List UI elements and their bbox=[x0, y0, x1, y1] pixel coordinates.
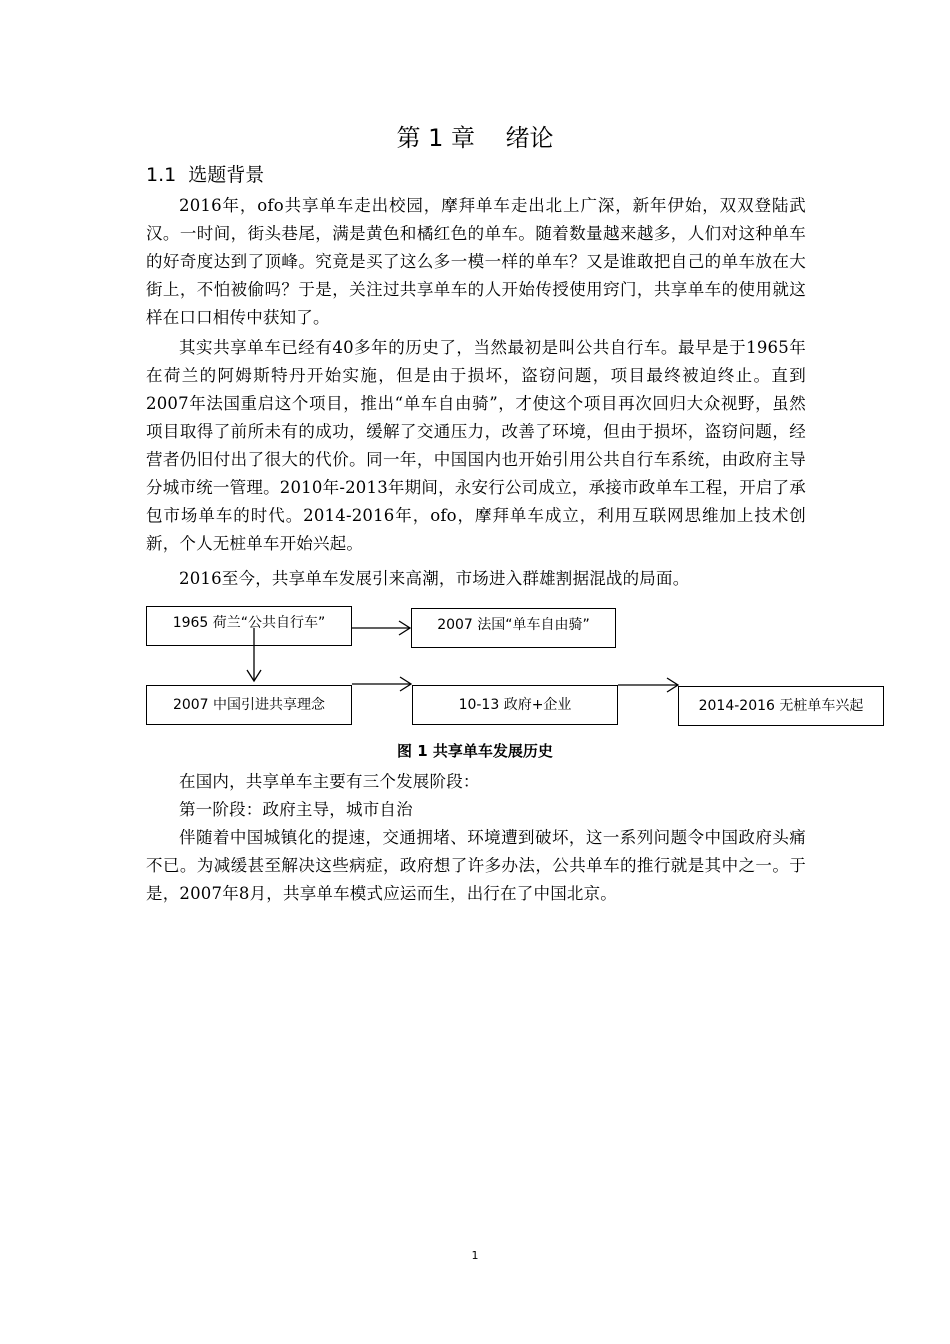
chapter-title: 第 1 章 绪论 bbox=[396, 124, 554, 152]
stage-one-heading: 第一阶段：政府主导，城市自治 bbox=[179, 800, 413, 819]
stages-intro: 在国内，共享单车主要有三个发展阶段： bbox=[179, 772, 480, 791]
page-number: 1 bbox=[471, 1249, 479, 1262]
flow-box-2007-france: 2007 法国“单车自由骑” bbox=[411, 608, 616, 648]
paragraph-stage-one: 伴随着中国城镇化的提速，交通拥堵、环境遭到破坏，这一系列问题令中国政府头痛不已。为减缓甚至解决这些病症，政府想了许多办法，公共单车的推行就是其中之一。于是，2007年8月，共享单车模式应运而生，出行在了中国北京。 bbox=[146, 828, 806, 903]
paragraph-2: 其实共享单车已经有40多年的历史了，当然最初是叫公共自行车。最早是于1965年在荷兰的阿姆斯特丹开始实施，但是由于损坏，盗窃问题，项目最终被迫终止。直到2007年法国重启这个项目，推出“单车自由骑”，才使这个项目再次回归大众视野，虽然项目取得了前所未有的成功，缓解了交通压力，改善了环境，但由于损坏，盗窃问题，经营者仍旧付出了很大的代价。同一年，中国国内也开始引用公共自行车系统，由政府主导分城市统一管理。2010年-2013年期间，永安行公司成立，承接市政单车工程，开启了承包市场单车的时代。2014-2016年，ofo，摩拜单车成立，利用互联网思维加上技术创新，个人无桩单车开始兴起。 bbox=[146, 338, 806, 553]
flow-box-2010-2013: 10-13 政府+企业 bbox=[412, 685, 618, 725]
paragraph-1: 2016年，ofo共享单车走出校园，摩拜单车走出北上广深，新年伊始，双双登陆武汉。一时间，街头巷尾，满是黄色和橘红色的单车。随着数量越来越多，人们对这种单车的好奇度达到了顶峰。究竟是买了这么多一模一样的单车？又是谁敢把自己的单车放在大街上，不怕被偷吗？于是，关注过共享单车的人开始传授使用窍门，共享单车的使用就这样在口口相传中获知了。 bbox=[146, 196, 806, 327]
figure-caption: 图 1 共享单车发展历史 bbox=[397, 742, 553, 760]
section-title: 1.1 选题背景 bbox=[146, 164, 265, 186]
paragraph-3: 2016至今，共享单车发展引来高潮，市场进入群雄割据混战的局面。 bbox=[179, 569, 690, 588]
flow-box-2007-china: 2007 中国引进共享理念 bbox=[146, 685, 352, 725]
flow-box-2014-2016: 2014-2016 无桩单车兴起 bbox=[678, 686, 884, 726]
flow-box-1965-netherlands: 1965 荷兰“公共自行车” bbox=[146, 606, 352, 646]
